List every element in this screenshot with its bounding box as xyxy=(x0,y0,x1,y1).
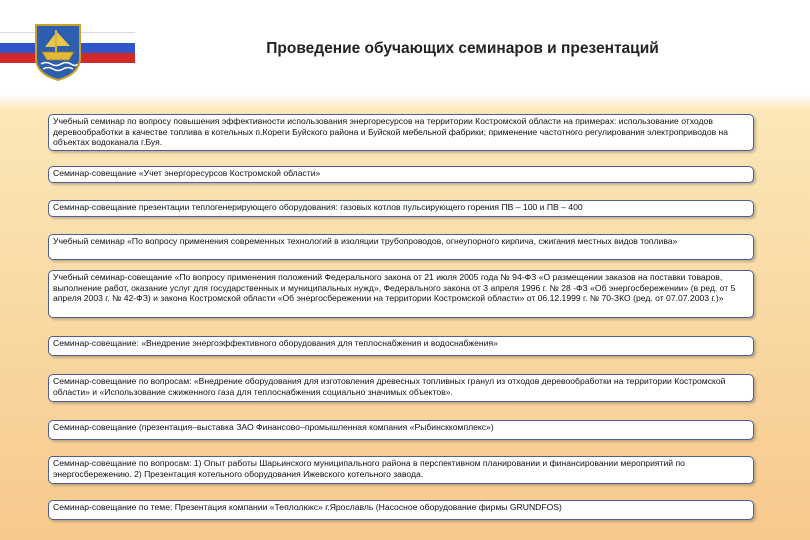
list-item: Семинар-совещание: «Внедрение энергоэффективного оборудования для теплоснабжения и водоснабжения» xyxy=(48,336,754,356)
list-item: Семинар-совещание «Учет энергоресурсов Костромской области» xyxy=(48,166,754,183)
list-item: Семинар-совещание по вопросам: «Внедрение оборудования для изготовления древесных топливных гранул из отходов деревообработки на территории Костромской области» и «Использование сжиженного газа для теплоснабжения социально значимых объектов». xyxy=(48,374,754,402)
list-item: Учебный семинар-совещание «По вопросу применения положений Федерального закона от 21 июля 2005 года № 94-ФЗ «О размещении заказов на поставки товаров, выполнение работ, оказание услуг для государственных и муниципальных нужд», Федерального закона от 3 апреля 1996 г. № 28 -ФЗ «Об энергосбережении» (в ред. от 5 апреля 2003 г. № 42-ФЗ) и закона Костромской области «Об энергосбережении на территории Костромской области» от 06.12.1999 г. № 70-ЗКО (ред. от 07.07.2003 г.)» xyxy=(48,270,754,318)
header xyxy=(0,0,810,95)
list-item: Семинар-совещание по теме: Презентация компании «Теплолюкс» г.Ярославль (Насосное оборудование фирмы GRUNDFOS) xyxy=(48,500,754,520)
list-item: Учебный семинар «По вопросу применения современных технологий в изоляции трубопроводов, огнеупорного кирпича, сжигания местных видов топлива» xyxy=(48,234,754,260)
list-item: Семинар-совещание (презентация–выставка ЗАО Финансово–промышленная компания «Рыбинсккомплекс») xyxy=(48,420,754,440)
list-item: Семинар-совещание презентации теплогенерирующего оборудования: газовых котлов пульсирующего горения ПВ – 100 и ПВ – 400 xyxy=(48,200,754,217)
kostroma-coat-of-arms-icon xyxy=(33,22,83,82)
list-item: Семинар-совещание по вопросам: 1) Опыт работы Шарьинского муниципального района в перспективном планировании и финансировании мероприятий по энергосбережению. 2) Презентация котельного оборудования Ижевского котельного завода. xyxy=(48,456,754,484)
list-item: Учебный семинар по вопросу повышения эффективности использования энергоресурсов на территории Костромской области на примерах: использование отходов деревообработки в качестве топлива в котельных п.Кореги Буйского района и Буйской мебельной фабрики; применение частотного регулирования электроприводов на объектах водоканала г.Буя. xyxy=(48,114,754,151)
page-title: Проведение обучающих семинаров и презентаций xyxy=(266,40,659,57)
